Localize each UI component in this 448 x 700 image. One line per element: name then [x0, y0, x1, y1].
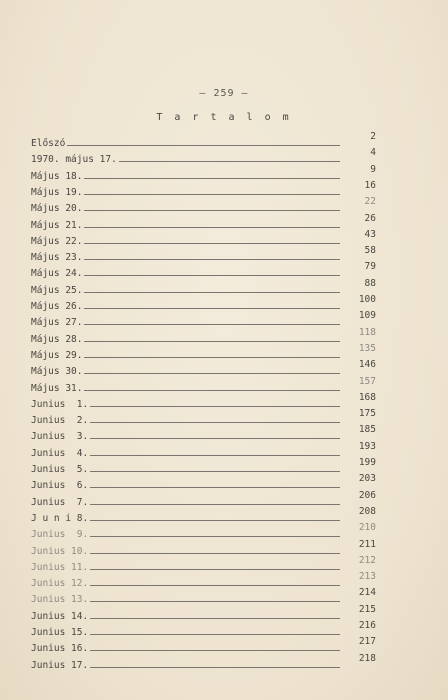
- toc-entry-page-number: 157: [358, 375, 376, 387]
- toc-entry-page-number: 218: [358, 652, 376, 664]
- toc-entry-label: Junius 2.: [31, 415, 89, 427]
- toc-entry-label: Előszó: [31, 138, 66, 149]
- toc-entry: [0, 603, 448, 625]
- toc-entry-page-number: 214: [358, 587, 376, 599]
- toc-leader-line: [84, 324, 340, 325]
- toc-entry: [0, 440, 448, 462]
- toc-entry: [0, 457, 448, 478]
- toc-leader-line: [90, 520, 340, 521]
- toc-entry: [0, 489, 448, 511]
- toc-entry-page-number: 213: [358, 571, 376, 583]
- toc-entry-label: Junius 10.: [31, 545, 89, 557]
- page-number: – 259 –: [199, 88, 249, 99]
- toc-entry-label: Junius 17.: [31, 659, 89, 671]
- toc-entry-label: Május 23.: [31, 252, 83, 264]
- toc-leader-line: [90, 650, 340, 651]
- toc-entry: [0, 261, 448, 282]
- toc-entry: [0, 196, 448, 217]
- toc-entry-page-number: 146: [358, 359, 376, 371]
- toc-leader-line: [90, 406, 340, 407]
- toc-leader-line: [90, 553, 340, 554]
- toc-leader-line: [90, 504, 340, 505]
- toc-entry-label: Junius 12.: [31, 578, 89, 590]
- toc-entry: [0, 375, 448, 397]
- toc-entry-label: Junius 16.: [31, 643, 89, 655]
- toc-entry: [0, 620, 448, 641]
- toc-entry: [0, 424, 448, 445]
- toc-entry-label: Junius 9.: [31, 529, 89, 541]
- toc-entry-label: Május 22.: [31, 235, 83, 247]
- toc-entry: [0, 131, 448, 152]
- page-title: T a r t a l o m: [156, 112, 292, 123]
- toc-leader-line: [84, 227, 340, 228]
- toc-entry-label: Junius 7.: [31, 496, 89, 508]
- toc-entry-label: Május 31.: [31, 382, 83, 394]
- toc-entry-page-number: 199: [358, 457, 376, 468]
- toc-entry: [0, 522, 448, 543]
- toc-entry: [0, 359, 448, 380]
- toc-leader-line: [84, 259, 340, 260]
- toc-leader-line: [90, 569, 340, 570]
- toc-entry-page-number: 215: [358, 603, 376, 615]
- toc-entry-label: Junius 11.: [31, 561, 89, 573]
- toc-leader-line: [119, 161, 340, 162]
- toc-entry-label: Május 20.: [31, 203, 83, 215]
- toc-entry: [0, 636, 448, 657]
- toc-entry-label: Junius 5.: [31, 464, 89, 475]
- toc-entry: [0, 538, 448, 560]
- toc-entry-page-number: 118: [358, 326, 376, 338]
- toc-entry-page-number: 212: [358, 554, 376, 566]
- toc-entry-label: Május 19.: [31, 186, 83, 198]
- toc-leader-line: [84, 243, 340, 244]
- toc-entry-label: Május 29.: [31, 349, 83, 361]
- toc-entry-label: Junius 4.: [31, 447, 89, 459]
- toc-leader-line: [90, 618, 340, 619]
- toc-entry: [0, 473, 448, 494]
- toc-entry: [0, 163, 448, 185]
- toc-leader-line: [90, 634, 340, 635]
- toc-entry: [0, 310, 448, 331]
- toc-entry-label: J u n i 8.: [31, 512, 89, 524]
- toc-entry-page-number: 2: [370, 131, 376, 142]
- toc-entry-label: 1970. május 17.: [31, 154, 117, 166]
- toc-entry: [0, 179, 448, 201]
- toc-entry: [0, 571, 448, 592]
- toc-entry-label: Junius 6.: [31, 480, 89, 492]
- toc-entry-page-number: 216: [358, 620, 376, 631]
- toc-entry: [0, 228, 448, 250]
- toc-leader-line: [84, 373, 340, 374]
- toc-entry-page-number: 203: [358, 473, 376, 485]
- toc-leader-line: [67, 145, 340, 146]
- toc-entry: [0, 408, 448, 429]
- toc-entry-label: Junius 13.: [31, 594, 89, 606]
- toc-leader-line: [90, 667, 340, 668]
- toc-entry-label: Junius 1.: [31, 398, 89, 410]
- toc-entry: [0, 326, 448, 348]
- toc-entry-page-number: 58: [364, 245, 376, 257]
- toc-entry-page-number: 208: [358, 505, 376, 517]
- toc-entry-page-number: 206: [358, 489, 376, 501]
- toc-entry: [0, 147, 448, 168]
- toc-entry-page-number: 109: [358, 310, 376, 322]
- toc-leader-line: [90, 601, 340, 602]
- toc-leader-line: [84, 178, 340, 179]
- toc-entry-label: Junius 15.: [31, 627, 89, 638]
- toc-entry: [0, 342, 448, 364]
- toc-entry-page-number: 168: [358, 391, 376, 403]
- toc-leader-line: [84, 194, 340, 195]
- toc-leader-line: [90, 422, 340, 423]
- toc-leader-line: [84, 210, 340, 211]
- toc-entry-page-number: 211: [358, 538, 376, 550]
- toc-entry-label: Május 30.: [31, 366, 83, 378]
- toc-entry: [0, 554, 448, 576]
- toc-entry-page-number: 9: [370, 163, 376, 175]
- toc-entry-page-number: 210: [358, 522, 376, 534]
- toc-entry-label: Május 27.: [31, 317, 83, 329]
- toc-entry-page-number: 135: [358, 342, 376, 354]
- toc-leader-line: [90, 471, 340, 472]
- toc-entry-label: Május 28.: [31, 333, 83, 345]
- toc-entry: [0, 212, 448, 234]
- toc-entry-label: Junius 3.: [31, 431, 89, 443]
- toc-entry: [0, 277, 448, 299]
- toc-entry-label: Május 26.: [31, 301, 83, 312]
- toc-entry-label: Május 25.: [31, 284, 83, 296]
- table-of-contents: [0, 131, 448, 676]
- toc-leader-line: [84, 308, 340, 309]
- toc-entry-page-number: 185: [358, 424, 376, 436]
- toc-entry-page-number: 175: [358, 408, 376, 420]
- toc-entry-page-number: 26: [364, 212, 376, 224]
- toc-entry-label: Május 18.: [31, 170, 83, 182]
- toc-entry-page-number: 217: [358, 636, 376, 648]
- toc-entry-page-number: 100: [358, 294, 376, 305]
- toc-entry-page-number: 22: [364, 196, 376, 208]
- toc-entry-page-number: 43: [364, 228, 376, 240]
- toc-entry: [0, 587, 448, 608]
- toc-leader-line: [84, 390, 340, 391]
- toc-leader-line: [90, 585, 340, 586]
- toc-entry-label: Május 24.: [31, 268, 83, 280]
- toc-leader-line: [90, 487, 340, 488]
- toc-entry-label: Május 21.: [31, 219, 83, 231]
- toc-entry: [0, 652, 448, 674]
- toc-entry-page-number: 88: [364, 277, 376, 289]
- toc-leader-line: [90, 536, 340, 537]
- toc-entry-label: Junius 14.: [31, 610, 89, 622]
- toc-leader-line: [84, 341, 340, 342]
- toc-entry: [0, 294, 448, 315]
- toc-leader-line: [84, 357, 340, 358]
- toc-entry: [0, 505, 448, 527]
- toc-entry-page-number: 193: [358, 440, 376, 452]
- toc-leader-line: [90, 455, 340, 456]
- toc-entry: [0, 391, 448, 413]
- toc-entry-page-number: 16: [364, 179, 376, 191]
- toc-entry-page-number: 79: [364, 261, 376, 273]
- toc-leader-line: [84, 275, 340, 276]
- toc-entry: [0, 245, 448, 266]
- toc-leader-line: [84, 292, 340, 293]
- toc-leader-line: [90, 438, 340, 439]
- toc-entry-page-number: 4: [370, 147, 376, 159]
